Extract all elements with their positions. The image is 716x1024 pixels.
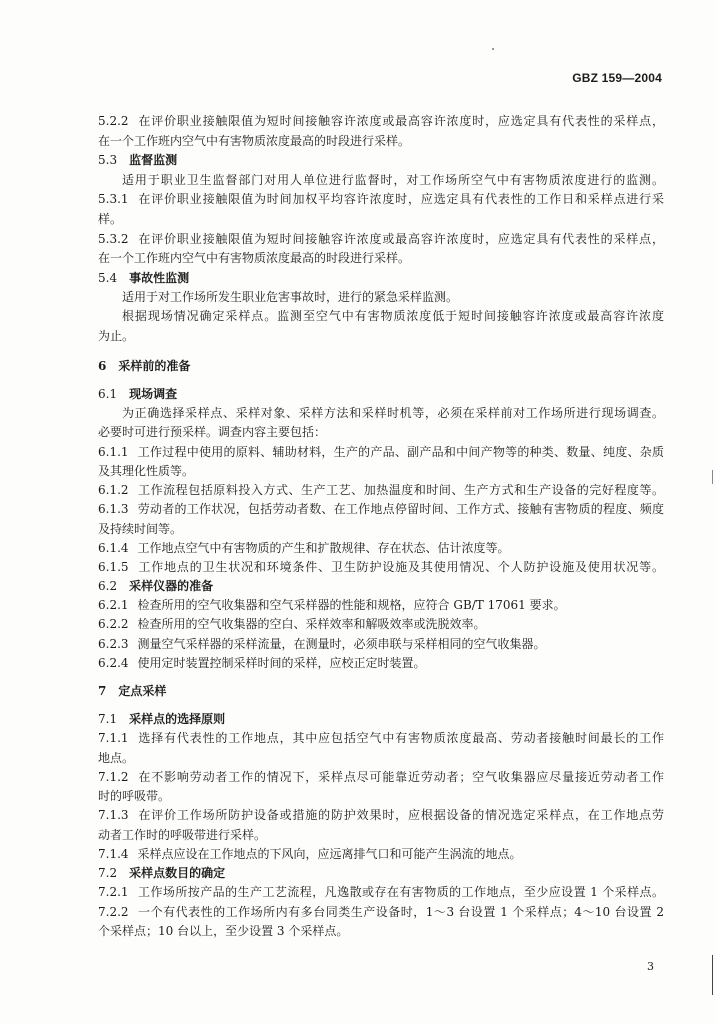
- clause-text: 工作地点空气中有害物质的产生和扩散规律、存在状态、估计浓度等。: [137, 541, 510, 555]
- clause-text: 工作场所按产品的生产工艺流程，凡逸散或存在有害物质的工作地点，至少应设置 1 个采样点。: [137, 885, 664, 899]
- text-line: [98, 729, 664, 747]
- text-line: [98, 903, 664, 921]
- clause-number: 7.1.3: [98, 808, 129, 822]
- clause-number: 6.1.3: [98, 502, 129, 516]
- text-line: [98, 210, 664, 228]
- clause-number: 6.2.3: [98, 637, 129, 651]
- heading-number: 6.1: [98, 387, 118, 401]
- text-line: [98, 423, 664, 441]
- text-line: [98, 635, 664, 653]
- clause-text: 测量空气采样器的采样流量，在测量时，必须串联与采样相同的空气收集器。: [137, 637, 546, 651]
- paragraph-text: 根据现场情况确定采样点。监测至空气中有害物质浓度低于短时间接触容许浓度或最高容许浓度: [122, 309, 664, 323]
- text-line: [98, 883, 664, 901]
- clause-text: 选择有代表性的工作地点，其中应包括空气中有害物质浓度最高、劳动者接触时间最长的工作: [137, 731, 664, 745]
- clause-number: 5.3.2: [98, 232, 129, 246]
- clause-text: 地点。: [98, 751, 135, 765]
- text-line: [98, 190, 664, 208]
- text-line: [98, 787, 664, 805]
- clause-text: 在一个工作班内空气中有害物质浓度最高的时段进行采样。: [98, 134, 411, 148]
- heading-number: 5.3: [98, 153, 118, 167]
- text-line: [122, 171, 664, 189]
- clause-text: 及持续时间等。: [98, 522, 183, 536]
- section-heading: [98, 269, 664, 287]
- section-heading: [98, 864, 664, 882]
- heading-title: 定点采样: [118, 684, 167, 698]
- text-line: [98, 132, 664, 150]
- text-line: [98, 826, 664, 844]
- standard-code-header: GBZ 159—2004: [572, 71, 662, 85]
- clause-text: 在评价职业接触限值为短时间接触容许浓度或最高容许浓度时，应选定具有代表性的采样点，: [137, 114, 664, 128]
- chapter-heading: [98, 357, 664, 375]
- clause-text: 在评价工作场所防护设备或措施的防护效果时，应根据设备的情况选定采样点，在工作地点劳: [137, 808, 664, 822]
- paragraph-text: 必要时可进行预采样。调查内容主要包括：: [98, 425, 327, 439]
- heading-title: 事故性监测: [129, 271, 190, 285]
- text-line: [122, 404, 664, 422]
- clause-text: 及其理化性质等。: [98, 464, 195, 478]
- clause-text: 在评价职业接触限值为时间加权平均容许浓度时，应选定具有代表性的工作日和采样点进行采: [137, 192, 664, 206]
- heading-title: 采样点的选择原则: [129, 712, 226, 726]
- text-line: [98, 922, 664, 940]
- text-line: [98, 768, 664, 786]
- heading-number: 7.2: [98, 866, 118, 880]
- clause-text: 采样点应设在工作地点的下风向，应远离排气口和可能产生涡流的地点。: [137, 847, 522, 861]
- heading-title: 现场调查: [129, 387, 178, 401]
- clause-text: 检查所用的空气收集器的空白、采样效率和解吸效率或洗脱效率。: [137, 617, 486, 631]
- text-line: [98, 481, 664, 499]
- clause-number: 6.1.1: [98, 445, 129, 459]
- heading-number: 7: [98, 684, 107, 698]
- text-line: [98, 615, 664, 633]
- clause-number: 5.3.1: [98, 192, 129, 206]
- text-line: [122, 288, 664, 306]
- text-line: [98, 845, 664, 863]
- section-heading: [98, 577, 664, 595]
- clause-text: 工作流程包括原料投入方式、生产工艺、加热温度和时间、生产方式和生产设备的完好程度等。: [137, 483, 664, 497]
- text-line: [98, 249, 664, 267]
- heading-title: 采样仪器的准备: [129, 579, 214, 593]
- heading-number: 6: [98, 359, 107, 373]
- clause-text: 时的呼吸带。: [98, 789, 171, 803]
- clause-text: 使用定时装置控制采样时间的采样，应校正定时装置。: [137, 656, 426, 670]
- clause-number: 6.1.4: [98, 541, 129, 555]
- paragraph-text: 适用于职业卫生监督部门对用人单位进行监督时，对工作场所空气中有害物质浓度进行的监测。: [122, 173, 664, 187]
- clause-number: 6.1.2: [98, 483, 129, 497]
- clause-number: 7.1.2: [98, 770, 129, 784]
- clause-text: 在一个工作班内空气中有害物质浓度最高的时段进行采样。: [98, 251, 411, 265]
- text-line: [98, 654, 664, 672]
- clause-number: 5.2.2: [98, 114, 129, 128]
- text-line: [122, 307, 664, 325]
- clause-number: 6.2.2: [98, 617, 129, 631]
- text-line: [98, 558, 664, 576]
- paragraph-text: 适用于对工作场所发生职业危害事故时，进行的紧急采样监测。: [122, 290, 459, 304]
- clause-text: 一个有代表性的工作场所内有多台同类生产设备时，1～3 台设置 1 个采样点；4～10 台设置 2: [137, 905, 664, 919]
- scan-edge-line: [712, 955, 713, 995]
- section-heading: [98, 710, 664, 728]
- clause-text: 在评价职业接触限值为短时间接触容许浓度或最高容许浓度时，应选定具有代表性的采样点，: [137, 232, 664, 246]
- scan-speck: [492, 48, 494, 50]
- clause-text: 检查所用的空气收集器和空气采样器的性能和规格，应符合 GB/T 17061 要求。: [137, 598, 566, 612]
- text-line: [98, 462, 664, 480]
- chapter-heading: [98, 682, 664, 700]
- page-number: 3: [647, 960, 654, 973]
- clause-number: 7.2.1: [98, 885, 129, 899]
- clause-number: 7.2.2: [98, 905, 129, 919]
- heading-number: 5.4: [98, 271, 118, 285]
- text-line: [98, 327, 664, 345]
- heading-number: 7.1: [98, 712, 118, 726]
- clause-text: 个采样点；10 台以上，至少设置 3 个采样点。: [98, 924, 349, 938]
- clause-number: 7.1.4: [98, 847, 129, 861]
- section-heading: [98, 385, 664, 403]
- clause-number: 6.2.4: [98, 656, 129, 670]
- text-line: [98, 500, 664, 518]
- clause-text: 劳动者的工作状况，包括劳动者数、在工作地点停留时间、工作方式、接触有害物质的程度、频度: [137, 502, 664, 516]
- text-line: [98, 806, 664, 824]
- clause-number: 7.1.1: [98, 731, 129, 745]
- text-line: [98, 596, 664, 614]
- paragraph-text: 为止。: [98, 329, 135, 343]
- heading-number: 6.2: [98, 579, 118, 593]
- text-line: [98, 520, 664, 538]
- clause-text: 工作地点的卫生状况和环境条件、卫生防护设施及其使用情况、个人防护设施及使用状况等。: [137, 560, 664, 574]
- heading-title: 采样前的准备: [118, 359, 191, 373]
- text-line: [98, 230, 664, 248]
- clause-number: 6.2.1: [98, 598, 129, 612]
- text-line: [98, 539, 664, 557]
- text-line: [98, 112, 664, 130]
- paragraph-text: 为正确选择采样点、采样对象、采样方法和采样时机等，必须在采样前对工作场所进行现场调查。: [122, 406, 664, 420]
- clause-text: 样。: [98, 212, 123, 226]
- clause-number: 6.1.5: [98, 560, 129, 574]
- text-line: [98, 443, 664, 461]
- clause-text: 工作过程中使用的原料、辅助材料，生产的产品、副产品和中间产物等的种类、数量、纯度、杂质: [137, 445, 664, 459]
- scan-edge-mark: [712, 470, 713, 484]
- heading-title: 监督监测: [129, 153, 178, 167]
- clause-text: 动者工作时的呼吸带进行采样。: [98, 828, 267, 842]
- text-line: [98, 749, 664, 767]
- clause-text: 在不影响劳动者工作的情况下，采样点尽可能靠近劳动者；空气收集器应尽量接近劳动者工作: [137, 770, 664, 784]
- heading-title: 采样点数目的确定: [129, 866, 226, 880]
- section-heading: [98, 151, 664, 169]
